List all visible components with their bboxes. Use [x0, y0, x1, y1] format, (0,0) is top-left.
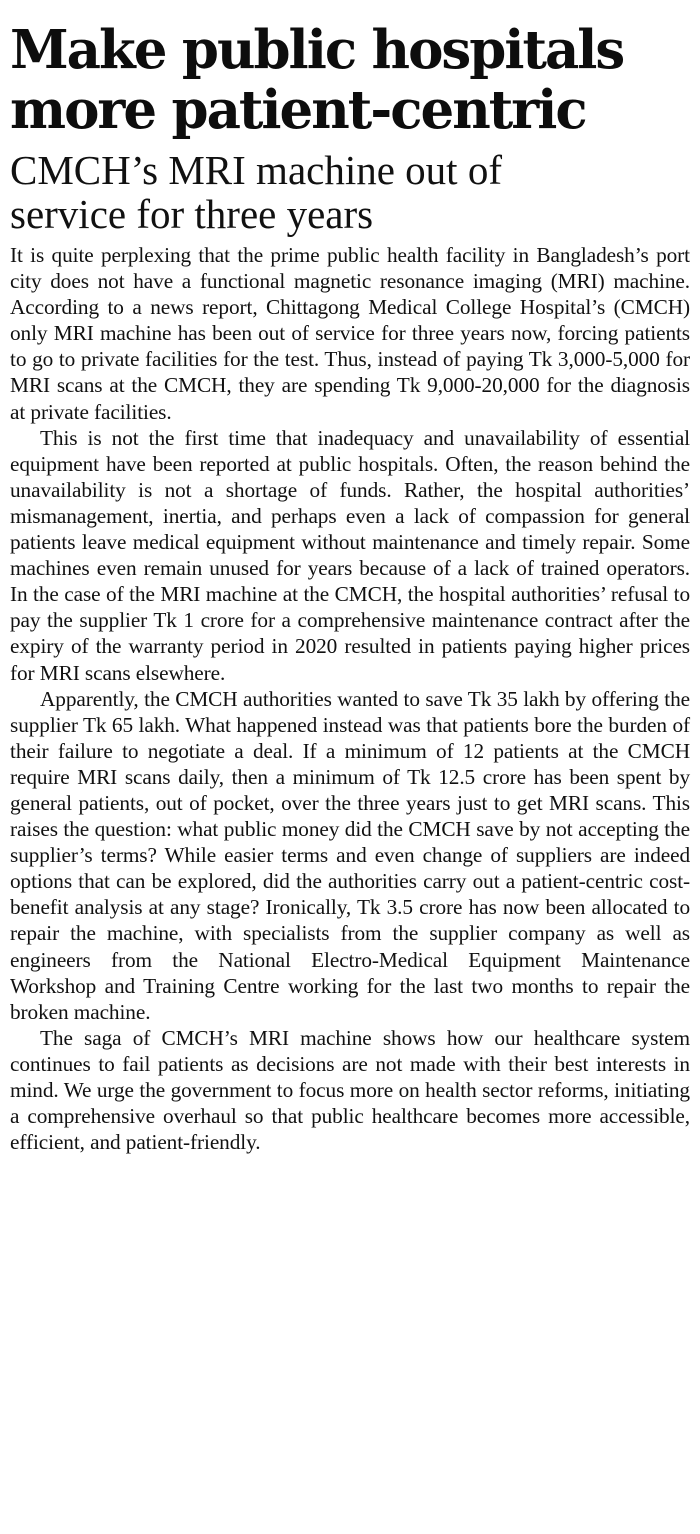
headline-line-2: more patient-centric — [10, 79, 586, 141]
headline-line-1: Make public hospitals — [10, 19, 624, 81]
body-paragraph-4: The saga of CMCH’s MRI machine shows how our healthcare system continues to fail patients as decisions are not made with their best interests in mind. We urge the government to focus more on health sector reforms, initiating a comprehensive overhaul so that public healthcare becomes more accessible, efficient, and patient-friendly. — [10, 1025, 690, 1155]
body-paragraph-2: This is not the first time that inadequacy and unavailability of essential equipment have been reported at public hospitals. Often, the reason behind the unavailability is not a shortage of funds. Rather, the hospital authorities’ mismanagement, inertia, and perhaps even a lack of compassion for general patients leave medical equipment without maintenance and timely repair. Some machines even remain unused for years because of a lack of trained operators. In the case of the MRI machine at the CMCH, the hospital authorities’ refusal to pay the supplier Tk 1 crore for a comprehensive maintenance contract after the expiry of the warranty period in 2020 resulted in patients paying higher prices for MRI scans elsewhere. — [10, 425, 690, 685]
subhead-line-1: CMCH’s MRI machine out of — [10, 147, 502, 193]
body-paragraph-3: Apparently, the CMCH authorities wanted to save Tk 35 lakh by offering the supplier Tk 65 lakh. What happened instead was that patients bore the burden of their failure to negotiate a deal. If a minimum of 12 patients at the CMCH require MRI scans daily, then a minimum of Tk 12.5 crore has been spent by general patients, out of pocket, over the three years just to get MRI scans. This raises the question: what public money did the CMCH save by not accepting the supplier’s terms? While easier terms and even change of suppliers are indeed options that can be explored, did the authorities carry out a patient-centric cost-benefit analysis at any stage? Ironically, Tk 3.5 crore has now been allocated to repair the machine, with specialists from the supplier company as well as engineers from the National Electro-Medical Equipment Maintenance Workshop and Training Centre working for the last two months to repair the broken machine. — [10, 686, 690, 1024]
article-body — [10, 242, 690, 1155]
editorial-article — [10, 20, 690, 1155]
body-paragraph-1: It is quite perplexing that the prime public health facility in Bangladesh’s port city does not have a functional magnetic resonance imaging (MRI) machine. According to a news report, Chittagong Medical College Hospital’s (CMCH) only MRI machine has been out of service for three years now, forcing patients to go to private facilities for the test. Thus, instead of paying Tk 3,000-5,000 for MRI scans at the CMCH, they are spending Tk 9,000-20,000 for the diagnosis at private facilities. — [10, 243, 690, 424]
subheadline — [10, 148, 690, 236]
headline — [10, 20, 690, 140]
subhead-line-2: service for three years — [10, 191, 374, 237]
